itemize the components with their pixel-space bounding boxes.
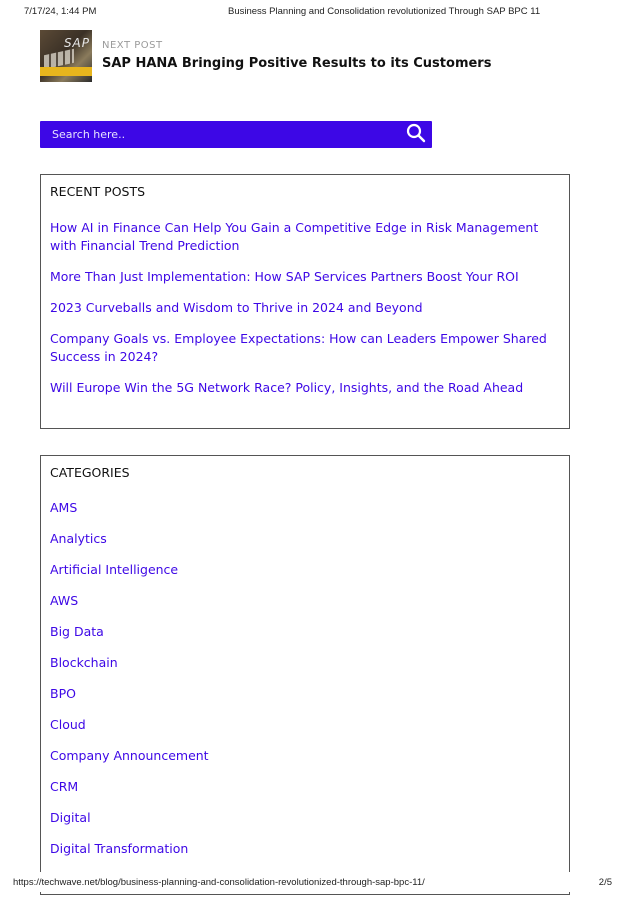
recent-post-link[interactable]: Company Goals vs. Employee Expectations: How can Leaders Empower Shared Success in 2024? bbox=[50, 331, 547, 364]
thumbnail-text: SAP bbox=[63, 36, 90, 50]
next-post-link[interactable] bbox=[40, 30, 600, 84]
print-page-number: 2/5 bbox=[598, 877, 612, 888]
category-link[interactable]: BPO bbox=[50, 686, 76, 701]
recent-post-link[interactable]: More Than Just Implementation: How SAP Services Partners Boost Your ROI bbox=[50, 269, 519, 284]
category-link[interactable]: AWS bbox=[50, 593, 79, 608]
next-post-label: NEXT POST bbox=[102, 40, 163, 51]
recent-posts-list bbox=[50, 219, 550, 410]
recent-post-link[interactable]: Will Europe Win the 5G Network Race? Policy, Insights, and the Road Ahead bbox=[50, 380, 524, 395]
recent-posts-widget bbox=[40, 174, 570, 429]
print-footer bbox=[0, 872, 638, 892]
thumbnail-banner bbox=[40, 67, 92, 76]
search-form bbox=[40, 121, 432, 148]
categories-widget bbox=[40, 455, 570, 895]
next-post-title[interactable]: SAP HANA Bringing Positive Results to its Customers bbox=[102, 56, 492, 71]
print-header bbox=[0, 0, 638, 20]
print-document-title: Business Planning and Consolidation revolutionized Through SAP BPC 11 bbox=[228, 6, 541, 17]
category-link[interactable]: Blockchain bbox=[50, 655, 118, 670]
recent-post-link[interactable]: How AI in Finance Can Help You Gain a Competitive Edge in Risk Management with Financial Trend Prediction bbox=[50, 220, 539, 253]
recent-post-link[interactable]: 2023 Curveballs and Wisdom to Thrive in 2024 and Beyond bbox=[50, 300, 423, 315]
category-link[interactable]: Company Announcement bbox=[50, 748, 209, 763]
print-datetime: 7/17/24, 1:44 PM bbox=[24, 6, 97, 17]
category-link[interactable]: CRM bbox=[50, 779, 79, 794]
recent-posts-title: RECENT POSTS bbox=[50, 184, 146, 199]
print-url: https://techwave.net/blog/business-planning-and-consolidation-revolutionized-through-sap-bpc-11/ bbox=[13, 877, 425, 888]
next-post-thumbnail[interactable] bbox=[40, 30, 92, 82]
category-link[interactable]: Analytics bbox=[50, 531, 107, 546]
categories-list bbox=[50, 499, 550, 871]
category-link[interactable]: Artificial Intelligence bbox=[50, 562, 179, 577]
category-link[interactable]: Big Data bbox=[50, 624, 104, 639]
search-icon bbox=[406, 123, 426, 143]
category-link[interactable]: Cloud bbox=[50, 717, 86, 732]
category-link[interactable]: Digital Transformation bbox=[50, 841, 189, 856]
search-input[interactable] bbox=[40, 121, 400, 148]
search-button[interactable] bbox=[404, 123, 428, 146]
categories-title: CATEGORIES bbox=[50, 465, 130, 480]
category-link[interactable]: Digital bbox=[50, 810, 91, 825]
category-link[interactable]: AMS bbox=[50, 500, 78, 515]
